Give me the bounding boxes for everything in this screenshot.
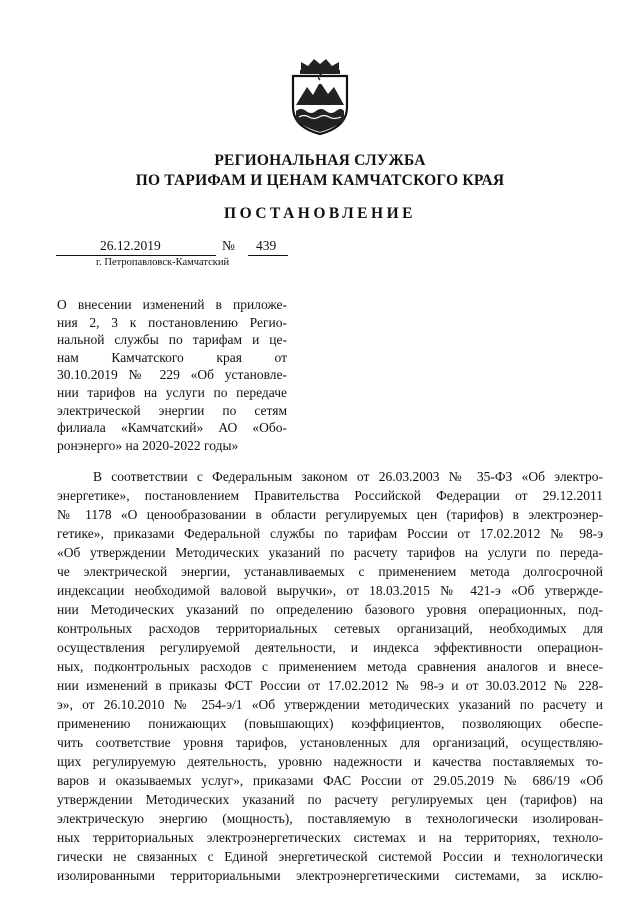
subject-line: 30.10.2019 № 229 «Об установле- [57, 367, 287, 383]
subject-line: ронэнерго» на 2020-2022 годы» [57, 437, 239, 453]
body-line: гически не связанных с Единой энергетической системой России и технологически [57, 849, 603, 864]
kamchatka-coat-of-arms-icon [287, 55, 353, 137]
number-underline [248, 255, 288, 256]
body-line: че электрической энергии, устанавливаемых с применением метода долгосрочной [57, 564, 603, 579]
body-line: утверждении Методических указаний по расчету регулируемых цен (тарифов) на [57, 792, 603, 807]
document-city: г. Петропавловск-Камчатский [96, 257, 230, 268]
subject-block [57, 296, 287, 454]
date-underline [56, 255, 216, 256]
body-line: нии Методических указаний по определению базового уровня операционных, под- [57, 602, 603, 617]
document-title: ПОСТАНОВЛЕНИЕ [224, 205, 416, 222]
subject-line: О внесении изменений в приложе- [57, 297, 287, 312]
body-line: «Об утверждении Методических указаний по расчету тарифов на услуги по переда- [57, 545, 603, 560]
body-line: варов и оказываемых услуг», приказами ФАС России от 29.05.2019 № 686/19 «Об [57, 773, 603, 788]
subject-line: ния 2, 3 к постановлению Регио- [57, 314, 287, 330]
body-line: гетике», приказами Федеральной службы по тарифам России от 17.02.2012 № 98-э [57, 526, 603, 541]
body-line: индексации необходимой валовой выручки», от 18.03.2015 № 421-э «Об утвержде- [57, 583, 603, 598]
body-line: электрическую энергию (мощность), поставляемую в технологически изолирован- [57, 811, 603, 826]
document-date: 26.12.2019 [100, 238, 161, 253]
body-paragraph [57, 467, 603, 885]
subject-line: нальной службы по тарифам и це- [57, 332, 287, 348]
org-name-line2: ПО ТАРИФАМ И ЦЕНАМ КАМЧАТСКОГО КРАЯ [135, 172, 505, 189]
body-line: В соответствии с Федеральным законом от 26.03.2003 № 35-ФЗ «Об электро- [93, 469, 603, 484]
body-line: чить соответствие уровня тарифов, установленных для организаций, осуществляю- [57, 735, 603, 750]
subject-line: нам Камчатского края от [57, 349, 287, 365]
body-line: ных, подконтрольных расходов с применением метода сравнения аналогов и внесе- [57, 659, 603, 674]
subject-line: филиала «Камчатский» АО «Обо- [57, 420, 287, 436]
body-line: № 1178 «О ценообразовании в области регулируемых цен (тарифов) в электроэнер- [57, 507, 603, 522]
subject-line: электрической энергии по сетям [57, 402, 287, 418]
date-number-block [56, 238, 296, 278]
body-line: применению понижающих (повышающих) коэффициентов, позволяющих обеспе- [57, 716, 603, 731]
body-line: осуществления регулируемой деятельности, и индекса эффективности операцион- [57, 640, 603, 655]
body-line: контрольных расходов территориальных сетевых организаций, необходимых для [57, 621, 603, 636]
number-sign: № [222, 238, 235, 253]
subject-line: нии тарифов на услуги по передаче [57, 384, 287, 400]
body-line: щих регулируемую деятельность, уровню надежности и качества поставляемых то- [57, 754, 603, 769]
org-name-line1: РЕГИОНАЛЬНАЯ СЛУЖБА [214, 152, 426, 169]
body-line: энергетике», постановлением Правительства Российской Федерации от 29.12.2011 [57, 488, 603, 503]
body-line: нии изменений в приказы ФСТ России от 17.02.2012 № 98-э и от 30.03.2012 № 228- [57, 678, 603, 693]
body-line: изолированными территориальными электроэнергетическими системами, за исклю- [57, 868, 603, 883]
body-line: э», от 26.10.2010 № 254-э/1 «Об утверждении методических указаний по расчету и [57, 697, 603, 712]
body-line: ных территориальных электроэнергетических системах и на территориях, техноло- [57, 830, 603, 845]
document-number: 439 [256, 238, 277, 253]
